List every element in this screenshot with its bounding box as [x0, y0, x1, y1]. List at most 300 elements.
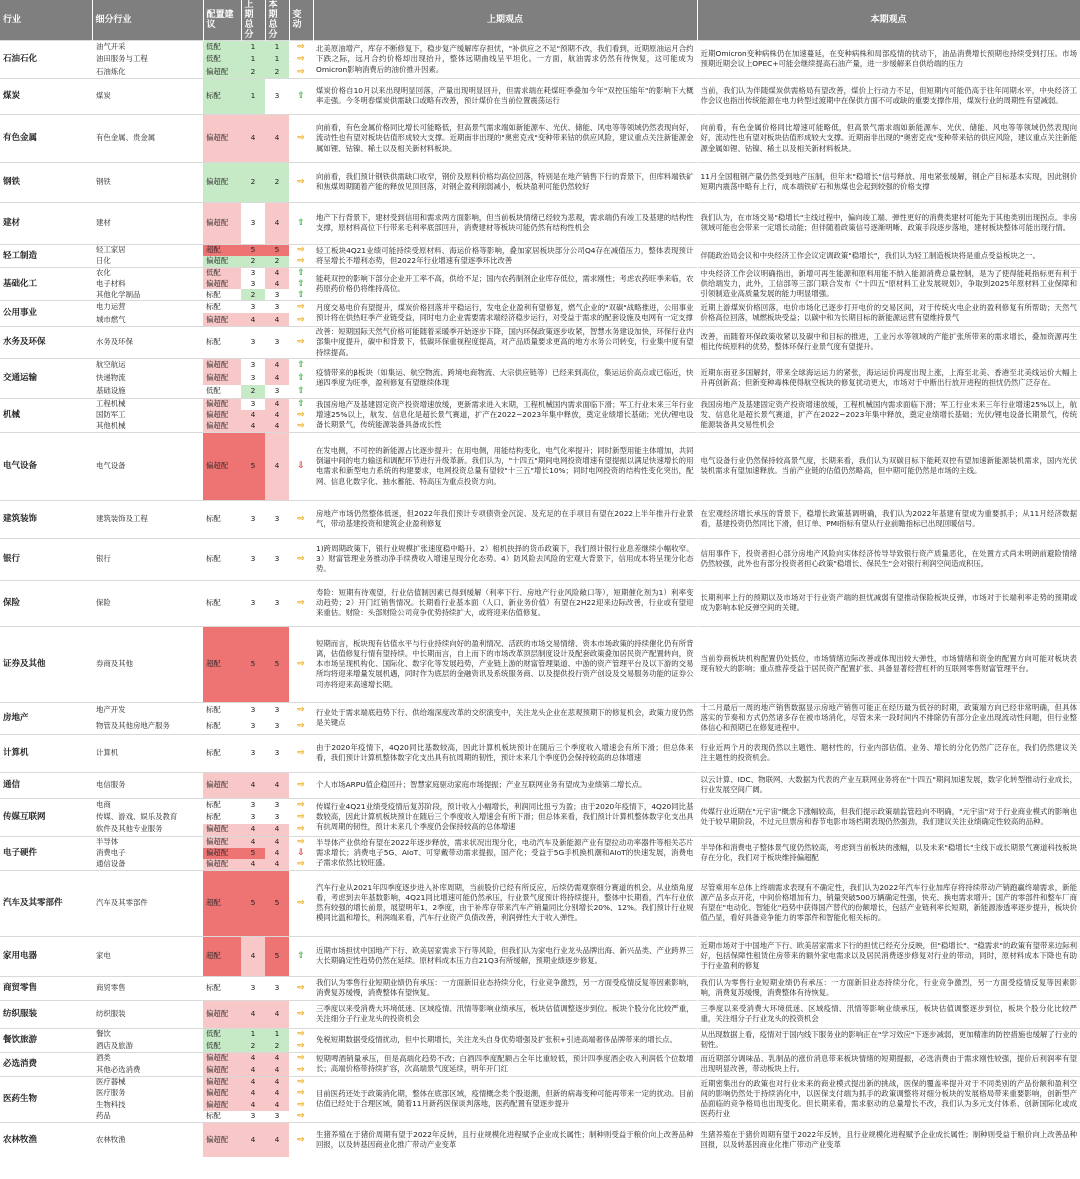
sub-industry-name: 快递物流 [96, 373, 126, 383]
table-row [0, 870, 1080, 936]
curr-view-text: 从出现数据上看，疫情对于国内线下服务业的影响正在"学习效应"下逐步减弱，更加精准的防控措施也缓解了行业的韧性。 [697, 1028, 1080, 1052]
config-rating: 偏超配 [203, 358, 241, 371]
header-curr-score: 本期总分 [265, 0, 289, 41]
prev-view-text: 地产下行背景下，建材受到信用和需求两方面影响，但当前板块情绪已经较为悲观，需求端仍有竣工及基建的结构性支撑，原材料高位下行带来毛利率底部回升，消费建材等板块可能仍然有结构性机会 [313, 202, 697, 244]
prev-score: 3 [241, 702, 265, 718]
table-row [0, 78, 1080, 114]
industry-name: 建材 [0, 202, 92, 244]
curr-score: 4 [265, 824, 289, 837]
change-arrow-icon: ⇨ [289, 976, 313, 1000]
industry-name: 基础化工 [0, 267, 92, 300]
config-rating: 标配 [203, 500, 241, 538]
sub-industry-name: 其他化学制品 [96, 289, 141, 299]
config-rating: 偏超配 [203, 278, 241, 289]
change-arrow-icon: ⇧ [297, 289, 305, 300]
prev-score: 4 [241, 410, 265, 421]
prev-view-text: 1)跨周期政策下，银行业规模扩张速度稳中略升。2）相机抉择的货币政策下，我们预计银行业息差继续小幅收窄。3）财富管理业务推动净手续费收入增速呈现分化态势。4）防风险去风险的宏观大背景下，信用成本将呈现分化态势。 [313, 538, 697, 580]
prev-view-text: 改善：短期国际天然气价格可能随着采暖季开始逐步下降，国内环保政策逐步收紧，智慧水务建设加快，环保行业内部集中度提升，碳中和背景下，低碳环保重视程度提高，对产品质量要求更高的地方水务公司转变，行业集中度有望持续提高。 [313, 326, 697, 358]
config-rating: 偏超配 [203, 313, 241, 326]
industry-name: 有色金属 [0, 114, 92, 162]
curr-score: 4 [265, 1099, 289, 1111]
config-rating: 偏超配 [203, 202, 241, 244]
industry-name: 证券及其他 [0, 626, 92, 702]
curr-view-text: 行业近两个月的表现仍然以主题性、题材性的，行业内部估值、业务、增长的分化仍然广泛存在，我们仍然建议关注主题性的投资机会。 [697, 734, 1080, 772]
prev-view-text: 煤炭价格自10月以来出现明显回落，产量出现明显回升，但需求端在耗煤旺季叠加今年"双控压缩年"的影响下大概率走强。今冬明春煤炭供需缺口或略有改善，预计煤价在当前位置震荡运行 [313, 78, 697, 114]
config-rating: 低配 [203, 385, 241, 398]
curr-view-text: 我国房地产及基建固定资产投资增速放缓，工程机械国内需求面临下滑；军工行业未来三年行业增速25%以上，航发、信息化是超长景气赛道，扩产在2022~2023年集中释放，奠定业绩增长基础；光伏/锂电设备长期景气，传统能源装备具交易性机会 [697, 398, 1080, 432]
prev-score: 4 [241, 859, 265, 870]
prev-score: 1 [241, 41, 265, 54]
sub-industry-name: 保险 [92, 580, 203, 626]
prev-score: 3 [241, 580, 265, 626]
curr-score: 4 [265, 1064, 289, 1076]
curr-view-text: 近期密集出台的政策也对行业未来的商业模式提出新的挑战，医保的覆盖率提升对于不同类别的产品份额和盈利空间的影响仍然处于持续消化中，以医保支付端为抓手的政策调整将对细分板块的发展格局带来重要影响，创新型产品面临的竞争格局也出现变化。但长期来看，需求驱动的总量增长不改，我们认为多元支付体系、创新国际化或成医药行业 [697, 1076, 1080, 1122]
prev-score: 2 [241, 385, 265, 398]
prev-score: 4 [241, 1122, 265, 1157]
curr-score: 4 [265, 836, 289, 847]
curr-view-text: 向前看，有色金属价格同比增速可能略低，但高景气需求端如新能源车、光伏、储能、风电等等领域仍然表现向好，流动性也有望对板块估值形成较大支撑。近期南非出现的"奥密克戎"变种带来钴的供应风险，建议重点关注新能源金属如锂、钴镍、稀土以及相关新材料板块。 [697, 114, 1080, 162]
prev-score: 3 [241, 267, 265, 278]
curr-score: 4 [265, 1122, 289, 1157]
change-arrow-icon: ⇨ [289, 300, 313, 313]
prev-view-text: 疫情带来的β板块（如集运、航空物流、跨境电商物流、大宗供应链等）已经来到高位，集运运价高点或已临近，快递四季度为旺季，盈利修复有望继续体现 [313, 358, 697, 398]
config-rating: 偏超配 [203, 1000, 241, 1028]
config-rating: 超配 [203, 626, 241, 702]
curr-score: 4 [265, 410, 289, 421]
industry-name: 房地产 [0, 702, 92, 734]
change-arrow-icon: ⇨ [289, 1122, 313, 1157]
sub-industry-name: 传媒、游戏、娱乐及教育 [96, 812, 178, 822]
config-rating: 偏超配 [203, 256, 241, 268]
sub-industry-name: 其他必选消费 [96, 1064, 141, 1074]
industry-name: 公用事业 [0, 300, 92, 326]
change-arrow-icon: ⇩ [289, 432, 313, 500]
industry-name: 计算机 [0, 734, 92, 772]
curr-score: 3 [265, 811, 289, 824]
prev-score: 4 [241, 1052, 265, 1064]
industry-name: 水务及环保 [0, 326, 92, 358]
prev-view-text: 短期啤酒销量承压，但是高端化趋势不改；白酒四季度配额占全年比重较低，预计四季度酒企收入利润低个位数增长；高端价格带持续扩容，次高端景气度延续，明年开门红 [313, 1052, 697, 1076]
sub-industry-name: 地产开发 [92, 702, 203, 718]
curr-view-text: 11月全国粗钢产量仍然受到地产压制，但年末"稳增长"信号释放、用电紧张缓解，钢企产目标基本实现，因此钢价短期内震荡中略有上行，成本端铁矿石和焦煤也会起到较强的价格支撑 [697, 162, 1080, 202]
sub-industry-name: 日化 [96, 256, 111, 266]
change-arrow-icon: ⇨ [289, 734, 313, 772]
table-row [0, 1052, 1080, 1064]
change-arrow-icon: ⇨ [289, 772, 313, 798]
industry-name: 餐饮旅游 [0, 1028, 92, 1052]
change-arrow-icon: ⇨ [289, 114, 313, 162]
prev-view-text: 北美原油增产，库存不断修复下，稳步复产缓解库存担忧，"补供应之不足"预期不改，我们看到，近期原油运月合约下跌之际，远月合约价格却出现抬升，整体远期曲线呈平坦化。一方面，航油需求仍然有待恢复，这可能成为Omicron影响消费后的油价推升因素。 [313, 41, 697, 79]
prev-view-text: 行业处于需求端底趋势下行、供给端深度改革的交织演变中，关注龙头企业在悲观预期下的修复机会，政策力度仍然是关键点 [313, 702, 697, 734]
config-rating: 标配 [203, 798, 241, 811]
prev-view-text: 个人市场ARPU值企稳回升；智慧家庭驱动家庭市场提振；产业互联网业务有望成为业绩第二增长点。 [313, 772, 697, 798]
curr-view-text: 中央经济工作会议明确指出，新增可再生能源和原料用能不纳入能源消费总量控制，是为了使得能耗指标更有利于供给端发力，此外，工信部等三部门联合发布《"十四五"原材料工业发展规划》，争取到2025年原材料工业保障和引领制造业高质量发展的能力明显增强。 [697, 267, 1080, 300]
sub-industry-name: 农林牧渔 [92, 1122, 203, 1157]
change-arrow-icon: ⇧ [297, 373, 305, 384]
header-config: 配置建议 [203, 0, 241, 41]
industry-name: 医药生物 [0, 1076, 92, 1122]
prev-score: 4 [241, 313, 265, 326]
config-rating: 偏超配 [203, 1099, 241, 1111]
prev-score: 5 [241, 244, 265, 256]
change-arrow-icon: ⇨ [289, 1028, 313, 1040]
prev-view-text: 寿险：短期有待观望，行业估值制因素已得到缓解（利率下行、房地产行业风险敞口等），短期催化剂为1）利率变动趋势；2）开门红销售情况。长期看行业基本面（人口、新业务价值）有望在2H22迎来边际改善，行业或有望迎来重估。财险：头部财险公司竞争优势持续扩大，或将迎来估值修复。 [313, 580, 697, 626]
config-rating: 偏超配 [203, 836, 241, 847]
change-arrow-icon: ⇨ [297, 720, 305, 731]
config-rating: 偏超配 [203, 1088, 241, 1100]
prev-score: 4 [241, 1000, 265, 1028]
prev-score: 3 [241, 372, 265, 385]
prev-score: 3 [241, 976, 265, 1000]
config-rating: 标配 [203, 811, 241, 824]
config-rating: 标配 [203, 1111, 241, 1123]
change-arrow-icon: ⇧ [289, 358, 313, 371]
curr-score: 4 [265, 372, 289, 385]
prev-score: 2 [241, 289, 265, 300]
config-rating: 偏超配 [203, 1076, 241, 1088]
config-rating: 偏超配 [203, 398, 241, 409]
sub-industry-name: 农化 [92, 267, 203, 278]
curr-score: 3 [265, 718, 289, 734]
header-sub-industry: 细分行业 [92, 0, 203, 41]
config-rating: 偏超配 [203, 410, 241, 421]
curr-score: 4 [265, 202, 289, 244]
curr-score: 3 [265, 1111, 289, 1123]
prev-view-text: 近期市场担忧中国地产下行、欧美居家需求下行等风险，但我们认为家电行业龙头品牌出海、新兴品类、产业跨界三大长期确定性趋势仍然在延续。原材料成本压力自21Q3有所缓解，预期业绩逐步修复。 [313, 936, 697, 976]
curr-score: 5 [265, 936, 289, 976]
sub-industry-name: 药品 [96, 1111, 111, 1121]
curr-score: 3 [265, 385, 289, 398]
curr-score: 2 [265, 162, 289, 202]
sub-industry-name: 软件及其他专业服务 [96, 824, 163, 834]
curr-view-text: 当前，我们认为伴随煤炭供需格局有望改善，煤价上行动力不足，但短期内可能仍高于往年同期水平，中央经济工作会议也指出传统能源在电力转型过渡期中在保供方面不可或缺的重要支撑作用，煤炭行业的周期性有望减弱。 [697, 78, 1080, 114]
table-row [0, 626, 1080, 702]
table-row [0, 1122, 1080, 1157]
change-arrow-icon: ⇧ [289, 202, 313, 244]
prev-score: 4 [241, 114, 265, 162]
config-rating: 偏超配 [203, 1122, 241, 1157]
prev-score: 1 [241, 53, 265, 66]
prev-score: 3 [241, 538, 265, 580]
curr-score: 4 [265, 432, 289, 500]
change-arrow-icon: ⇧ [289, 398, 313, 409]
change-arrow-icon: ⇨ [289, 500, 313, 538]
curr-score: 3 [265, 538, 289, 580]
sub-industry-name: 医疗服务 [96, 1088, 126, 1098]
prev-score: 2 [241, 256, 265, 268]
prev-view-text: 传媒行业4Q21业绩受疫情后复苏阶段，预计收入小幅增长，利润同比扭亏为盈；由于2020年疫情下，4Q20同比基数较高，因此计算机板块预计在随后三个季度收入增速会有所下滑；但总体来看，我们预计计算机整体数字化支出具有抗周期的韧性，预计未来几个季度仍会保持较高的总体增速 [313, 798, 697, 836]
config-rating: 标配 [203, 976, 241, 1000]
change-arrow-icon: ⇨ [297, 54, 305, 65]
table-row [0, 734, 1080, 772]
sub-industry-name: 医疗器械 [92, 1076, 203, 1088]
change-arrow-icon: ⇨ [289, 41, 313, 54]
prev-view-text: 汽车行业从2021年四季度逐步进入补库周期，当前股价已经有所反应，后续仍需观察细分赛道的机会。从业绩角度看，考虑到去年基数影响，4Q21同比增速可能仍然承压，行业景气度预计将持续提升，整体中长期看，汽车行业依然有较强的增长前景，展望明年1、2季度，由于补库存带来汽车产销量同比分别增长20%、12%。我们预计行业规模同比温和增长，利润端来看，汽车行业资产负债改善，利润弹性大于收入弹性。 [313, 870, 697, 936]
prev-score: 4 [241, 836, 265, 847]
change-arrow-icon: ⇨ [289, 836, 313, 847]
config-rating: 偏超配 [203, 432, 241, 500]
sub-industry-name: 商贸零售 [92, 976, 203, 1000]
industry-name: 交通运输 [0, 358, 92, 398]
industry-name: 石油石化 [0, 41, 92, 79]
curr-score: 4 [265, 398, 289, 409]
config-rating: 超配 [203, 244, 241, 256]
prev-view-text: 由于2020年疫情下，4Q20同比基数较高，因此计算机板块预计在随后三个季度收入增速会有所下滑；但总体来看，我们预计计算机整体数字化支出具有抗周期的韧性，预计未来几个季度仍会保持较高的总体增速 [313, 734, 697, 772]
curr-score: 1 [265, 1028, 289, 1040]
curr-score: 2 [265, 1040, 289, 1052]
sub-industry-name: 水务及环保 [92, 326, 203, 358]
change-arrow-icon: ⇨ [289, 1000, 313, 1028]
sub-industry-name: 轻工家居 [92, 244, 203, 256]
curr-score: 3 [265, 78, 289, 114]
table-row [0, 772, 1080, 798]
industry-name: 机械 [0, 398, 92, 432]
change-arrow-icon: ⇨ [289, 1052, 313, 1064]
industry-name: 煤炭 [0, 78, 92, 114]
prev-score: 4 [241, 1076, 265, 1088]
change-arrow-icon: ⇨ [289, 162, 313, 202]
curr-view-text: 当前券商板块机构配置仍处低位，市场情绪边际改善或体现出较大弹性，市场情绪和资金的配置方向可能对板块表现有较大的影响；重点推荐受益于居民资产配置扩张、具备显著经营杠杆的互联网零售财富管理平台。 [697, 626, 1080, 702]
sub-industry-name: 纺织服装 [92, 1000, 203, 1028]
prev-score: 3 [241, 500, 265, 538]
prev-score: 5 [241, 432, 265, 500]
industry-name: 通信 [0, 772, 92, 798]
change-arrow-icon: ⇨ [289, 798, 313, 811]
sub-industry-name: 券商及其他 [92, 626, 203, 702]
curr-view-text: 尽管乘用车总体上终端需求表现有不确定性，我们认为2022年汽车行业加库存将持续带动产销跑赢终端需求，新能源产品多点开花，中间价格增加有力，销量突破500万辆确定性强，快充、换电需求增升；国产的零部件和整车厂商有望在"电动化、智能化"趋势中获得国产替代的份额增长，包括产业链利率长短期，新能源渗透率逐步提升，板块价值凸显，看好具备竞争能力的零部件和智能化相关标的。 [697, 870, 1080, 936]
prev-score: 4 [241, 421, 265, 432]
curr-view-text: 近期东南亚多国解封，带来全球海运运力的紧张，海运运价再度出现上涨，上海至北美、香港至北美线运价大幅上升再创新高；但新变种毒株使得航空板块的修复扰动更大，市场对于中断出行放开进程的担忧仍然广泛存在。 [697, 358, 1080, 398]
curr-view-text: 生猪养殖在于猪价周期有望于2022年反转，且行业规模化进程赋予企业成长属性；制种则受益于粮价向上改善品种回报，以及转基因商业化推广带动产业变革 [697, 1122, 1080, 1157]
header-curr-view: 本期观点 [697, 0, 1080, 41]
industry-name: 农林牧渔 [0, 1122, 92, 1157]
industry-name: 纺织服装 [0, 1000, 92, 1028]
table-row [0, 300, 1080, 313]
change-arrow-icon: ⇨ [297, 1040, 305, 1051]
prev-score: 3 [241, 811, 265, 824]
curr-score: 3 [265, 798, 289, 811]
sub-industry-name: 电气设备 [92, 432, 203, 500]
prev-score: 3 [241, 358, 265, 371]
sub-industry-name: 钢铁 [92, 162, 203, 202]
prev-score: 3 [241, 1111, 265, 1123]
curr-view-text: 以云计算、IDC、物联网、大数据为代表的产业互联网业务将在"十四五"期间加速发展，数字化转型推动行业成长，行业发展空间广阔。 [697, 772, 1080, 798]
table-row [0, 398, 1080, 409]
prev-view-text: 我国房地产及基建固定资产投资增速放缓，更新需求进入末期，工程机械国内需求面临下滑；军工行业未来三年行业增速25%以上，航发、信息化是超长景气赛道，扩产在2022~2023年集中释放，奠定业绩增长基础；光伏/锂电设备长期景气，传统能源装备具备成长性 [313, 398, 697, 432]
sub-industry-name: 电商 [92, 798, 203, 811]
curr-score: 3 [265, 500, 289, 538]
config-rating: 标配 [203, 718, 241, 734]
prev-score: 3 [241, 398, 265, 409]
curr-view-text: 传媒行业近期在"元宇宙"概念下涨幅较高，但我们提示政策端监管趋向不明确，"元宇宙"对于行业商业模式的影响也处于较早期阶段，不过元旦票房和春节电影市场档期表现仍然强劲，我们建议关注业绩确定性较高的品种。 [697, 798, 1080, 836]
curr-view-text: 半导体和消费电子整体景气度仍然较高，考虑到当前板块的涨幅，以及未来"稳增长"主线下或长期景气赛道科技板块存在分化，我们对于板块维持偏超配 [697, 836, 1080, 870]
config-rating: 标配 [203, 326, 241, 358]
curr-score: 1 [265, 53, 289, 66]
config-rating: 超配 [203, 870, 241, 936]
change-arrow-icon: ⇨ [297, 812, 305, 823]
curr-score: 3 [265, 580, 289, 626]
config-rating: 低配 [203, 1040, 241, 1052]
curr-score: 4 [265, 313, 289, 326]
prev-score: 4 [241, 1088, 265, 1100]
industry-name: 银行 [0, 538, 92, 580]
sub-industry-name: 其他机械 [96, 421, 126, 431]
curr-score: 4 [265, 848, 289, 859]
table-row [0, 162, 1080, 202]
config-rating: 标配 [203, 580, 241, 626]
industry-name: 建筑装饰 [0, 500, 92, 538]
config-rating: 偏超配 [203, 114, 241, 162]
header-industry: 行业 [0, 0, 92, 41]
sub-industry-name: 银行 [92, 538, 203, 580]
config-rating: 标配 [203, 78, 241, 114]
sub-industry-name: 电子材料 [96, 278, 126, 288]
config-rating: 偏超配 [203, 772, 241, 798]
prev-score: 5 [241, 626, 265, 702]
prev-view-text: 免税短期数据受疫情扰动，但中长期增长，关注龙头自身优势增强及扩张积+引进高端奢侈品牌带来的增长点。 [313, 1028, 697, 1052]
config-rating: 标配 [203, 538, 241, 580]
config-rating: 超配 [203, 936, 241, 976]
industry-name: 电子硬件 [0, 836, 92, 870]
curr-score: 3 [265, 326, 289, 358]
table-row [0, 202, 1080, 244]
sub-industry-name: 半导体 [92, 836, 203, 847]
industry-name: 必选消费 [0, 1052, 92, 1076]
table-row [0, 976, 1080, 1000]
change-arrow-icon: ⇨ [297, 1064, 305, 1075]
table-row [0, 500, 1080, 538]
config-rating: 偏超配 [203, 162, 241, 202]
change-arrow-icon: ⇨ [297, 824, 305, 835]
change-arrow-icon: ⇨ [297, 1099, 305, 1110]
header-row [0, 0, 1080, 41]
prev-view-text: 我们认为零售行业短期业绩仍有承压：一方面新旧业态持续分化，行业竞争激烈，另一方面受疫情反复等因素影响，消费复苏缓慢，消费整体有望恢复。 [313, 976, 697, 1000]
change-arrow-icon: ⇨ [297, 256, 305, 267]
sub-industry-name: 生物科技 [96, 1099, 126, 1109]
sub-industry-name: 航空航运 [92, 358, 203, 371]
change-arrow-icon: ⇨ [289, 326, 313, 358]
header-prev-score: 上期总分 [241, 0, 265, 41]
sub-industry-name: 电力运营 [92, 300, 203, 313]
industry-name: 传媒互联网 [0, 798, 92, 836]
table-row [0, 1000, 1080, 1028]
sub-industry-name: 油田服务与工程 [96, 54, 148, 64]
curr-score: 4 [265, 278, 289, 289]
curr-score: 3 [265, 734, 289, 772]
sub-industry-name: 家电 [92, 936, 203, 976]
header-change: 变动 [289, 0, 313, 41]
config-rating: 偏超配 [203, 372, 241, 385]
config-rating: 低配 [203, 53, 241, 66]
sub-industry-name: 工程机械 [92, 398, 203, 409]
header-prev-view: 上期观点 [313, 0, 697, 41]
table-row [0, 326, 1080, 358]
curr-view-text: 我们认为，在市场交易"稳增长"主线过程中，偏向竣工端、弹性更好的消费类建材可能先于其他类别出现拐点。非房领域可能也会带来一定增长动能；但伴随着政策信号逐渐明晰、政策手段逐步落地，建材板块整体可能出现行情。 [697, 202, 1080, 244]
change-arrow-icon: ⇨ [289, 626, 313, 702]
industry-name: 电气设备 [0, 432, 92, 500]
prev-score: 4 [241, 824, 265, 837]
change-arrow-icon: ⇨ [289, 702, 313, 718]
table-row [0, 580, 1080, 626]
sub-industry-name: 煤炭 [92, 78, 203, 114]
sub-industry-name: 建材 [92, 202, 203, 244]
prev-score: 4 [241, 936, 265, 976]
prev-score: 5 [241, 848, 265, 859]
prev-score: 4 [241, 1064, 265, 1076]
prev-view-text: 短期而言，板块现有估值水平与行业持续向好的盈利情况、活跃的市场交易情绪、资本市场政策的持续催化仍有所背离，估值修复行情有望持续。中长期而言，自上而下的市场改革顶层制度设计及配套政策叠加居民资产配置转向，资本市场呈现机构化、国际化、数字化等发展趋势，产业链上游的财富管理渠道、中游的资产管理平台及以下游的交易所均将迎来增量发展机遇，同时作为底层的金融资讯及系统服务商、以及提供投行资产创设及交易服务功能的证券公司亦将迎来高速增长期。 [313, 626, 697, 702]
config-rating: 低配 [203, 41, 241, 54]
config-rating: 偏超配 [203, 66, 241, 79]
sub-industry-name: 酒店及旅游 [96, 1040, 133, 1050]
curr-view-text: 长期利率上行的预期以及市场对于行业资产端的担忧减弱有望推动保险板块反弹，市场对于长端利率走势的预期或成为影响本轮反弹空间的关键。 [697, 580, 1080, 626]
curr-view-text: 电气设备行业仍然保持较高景气度，长期来看，我们认为双碳目标下能耗双控有望加速新能源装机需求，国内光伏装机需求有望加速释放。当前产业链的估值仍然略高，但中期可能仍然是市场的主线。 [697, 432, 1080, 500]
table-row [0, 267, 1080, 278]
table-row [0, 358, 1080, 371]
prev-score: 2 [241, 66, 265, 79]
curr-score: 4 [265, 859, 289, 870]
table-row [0, 702, 1080, 718]
curr-view-text: 近期Omicron变种病株仍在加速蔓延，在变种病株和局部疫情的扰动下，油品消费增长预期也持续受到打压。市场预期近期会议上OPEC+可能会继续提高石油产量，进一步缓解来自供给端的压力 [697, 41, 1080, 79]
sub-industry-name: 有色金属、贵金属 [92, 114, 203, 162]
table-row [0, 114, 1080, 162]
config-rating: 偏超配 [203, 1052, 241, 1064]
sub-industry-name: 物管及其他房地产服务 [96, 720, 170, 730]
config-rating: 标配 [203, 300, 241, 313]
prev-view-text: 房地产市场仍然整体低迷，但2022年我们预计专项债资金沉淀、及充足的在手项目有望在2022上半年推升行业景气，带动基建投资和建筑企业盈利修复 [313, 500, 697, 538]
prev-score: 1 [241, 1028, 265, 1040]
change-arrow-icon: ⇨ [289, 870, 313, 936]
sub-industry-name: 基础设施 [96, 386, 126, 396]
change-arrow-icon: ⇩ [297, 848, 305, 859]
config-rating: 标配 [203, 734, 241, 772]
industry-name: 钢铁 [0, 162, 92, 202]
sub-industry-name: 石油炼化 [96, 66, 126, 76]
curr-score: 3 [265, 289, 289, 300]
config-rating: 低配 [203, 1028, 241, 1040]
curr-score: 4 [265, 1000, 289, 1028]
prev-score: 2 [241, 1040, 265, 1052]
table-row [0, 538, 1080, 580]
config-rating: 标配 [203, 702, 241, 718]
prev-score: 3 [241, 278, 265, 289]
table-row [0, 432, 1080, 500]
prev-score: 3 [241, 326, 265, 358]
change-arrow-icon: ⇧ [297, 278, 305, 289]
change-arrow-icon: ⇨ [297, 1088, 305, 1099]
prev-view-text: 在发电侧，不可控的新能源占比逐步提升；在用电侧，用能结构变化，电气化率提升；同时新型用能主体增加，共同倒逼中间的电力输送和调配环节进行升级革新。我们认为，"十四五"期间电网投资增速有望提振以满足快速增长的用电需求和新型电力系统的构建要求，电网投资总量有望较"十三五"增长10%；同时电网投资的结构性变化突出，配网、信息化数字化、抽水蓄能、特高压为重点投资方向。 [313, 432, 697, 500]
curr-view-text: 我们认为零售行业短期业绩仍有承压：一方面新旧业态持续分化，行业竞争激烈，另一方面受疫情反复等因素影响，消费复苏缓慢，消费整体有待恢复。 [697, 976, 1080, 1000]
table-row [0, 798, 1080, 811]
prev-score: 4 [241, 1099, 265, 1111]
config-rating: 标配 [203, 289, 241, 300]
prev-view-text: 目前医药还处于政策消化期，整体在底部区域，疫情概念类个股退潮，但新的病毒变种可能再带来一定的扰动。目前估值已经处于合理区域，随着11月新药医保谈判落地，医药配置有望逐步提升 [313, 1076, 697, 1122]
curr-score: 4 [265, 421, 289, 432]
curr-view-text: 近期上游煤炭价格回落，电价市场化已逐步打开电价的交易区间，对于传统火电企业的盈利修复有所帮助；天然气价格高位回落，城燃板块受益；以碳中和为长期目标的新能源运营有望维持景气 [697, 300, 1080, 326]
table-row [0, 1028, 1080, 1040]
change-arrow-icon: ⇨ [289, 538, 313, 580]
sub-industry-name: 国防军工 [96, 410, 126, 420]
prev-view-text: 轻工板块4Q21业绩可能持续受原材料、海运价格等影响，叠加家居板块部分公司Q4存在减值压力，整体表现预计将呈增长不增利态势，但2022年行业增速有望逐季环比改善 [313, 244, 697, 267]
curr-view-text: 三季度以来受消费大环境低迷、区域疫情、汛情等影响业绩承压，板块估值调整逐步到位，板块个股分化比较严重，关注细分子行业龙头的投资机会 [697, 1000, 1080, 1028]
curr-score: 5 [265, 626, 289, 702]
config-rating: 偏超配 [203, 848, 241, 859]
change-arrow-icon: ⇨ [297, 421, 305, 432]
curr-score: 4 [265, 358, 289, 371]
change-arrow-icon: ⇨ [289, 1076, 313, 1088]
curr-view-text: 在宏观经济增长承压的背景下，稳增长政策基调明确，我们认为2022年基建有望成为重要抓手；从11月经济数据看，基建投资仍然同比下滑，但订单、PMI指标有望从行业前瞻指标已出现回暖信号。 [697, 500, 1080, 538]
curr-score: 4 [265, 772, 289, 798]
sub-industry-name: 城市燃气 [96, 314, 126, 324]
